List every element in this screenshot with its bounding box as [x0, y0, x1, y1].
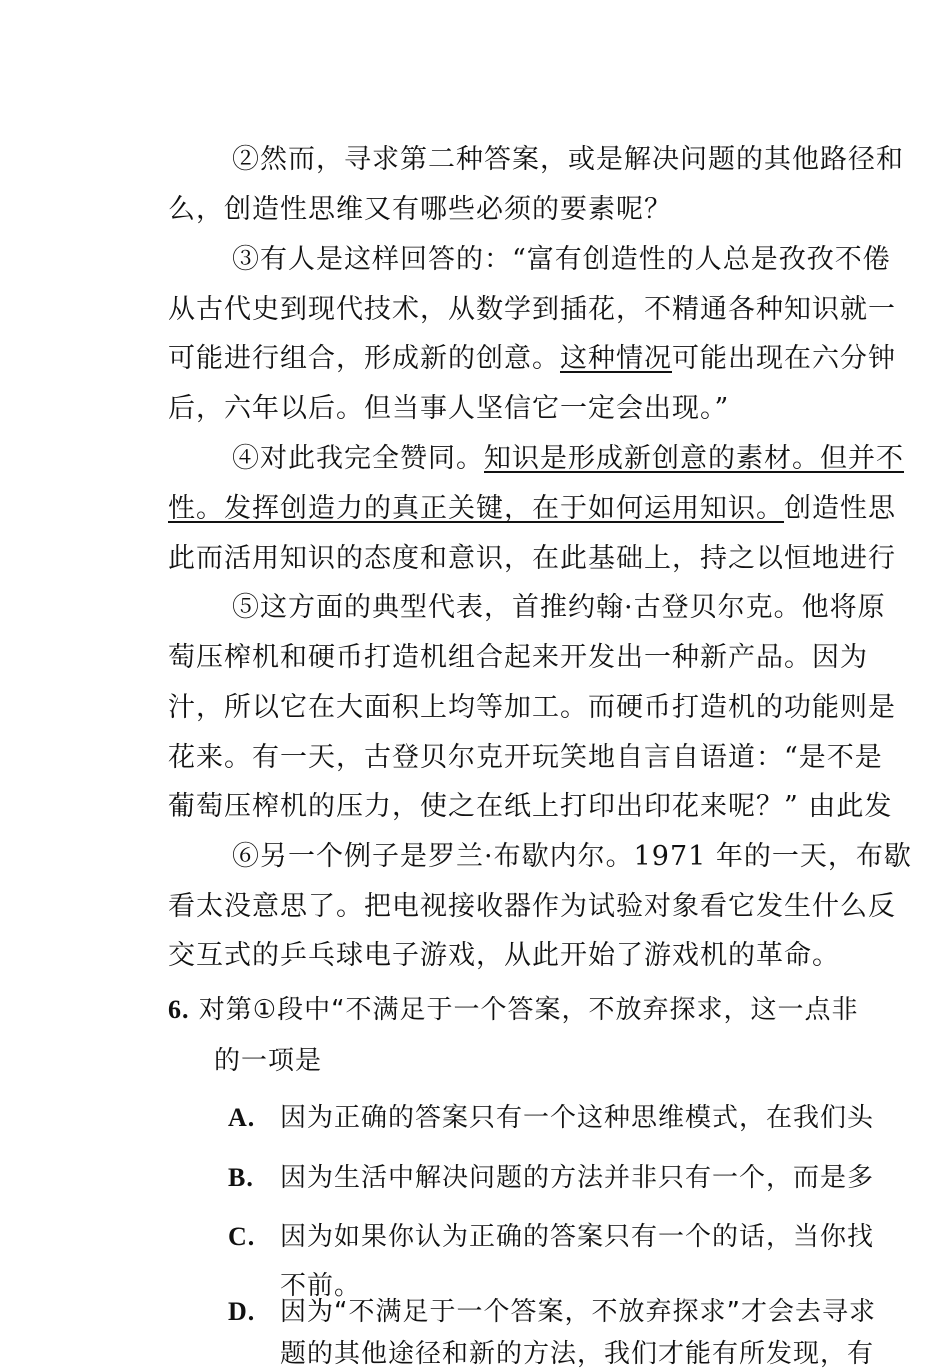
p4-line-1	[232, 441, 904, 477]
p3-line-4: 后，六年以后。但当事人坚信它一定会出现。”	[168, 393, 730, 424]
question-number: 6.	[168, 995, 190, 1024]
p3-line-2: 从古代史到现代技术，从数学到插花，不精通各种知识就一	[168, 294, 896, 325]
underlined-phrase: 这种情况	[560, 343, 672, 374]
option-d[interactable]	[228, 1294, 876, 1330]
option-c-text: 因为如果你认为正确的答案只有一个的话，当你找	[280, 1222, 875, 1252]
p4-line-1-text-a: ④对此我完全赞同。	[232, 443, 484, 474]
underlined-sentence: 性。发挥创造力的真正关键，在于如何运用知识。	[168, 493, 784, 524]
p3-line-3	[168, 341, 896, 377]
p6-line-3: 交互式的乒乓球电子游戏，从此开始了游戏机的革命。	[168, 940, 840, 971]
p4-line-3: 此而活用知识的态度和意识，在此基础上，持之以恒地进行	[168, 543, 896, 574]
option-d-label: D.	[228, 1297, 256, 1326]
p4-line-2-text-b: 创造性思	[784, 493, 896, 524]
p5-line-4: 花来。有一天，古登贝尔克开玩笑地自言自语道：“是不是	[168, 742, 883, 773]
p3-line-3-text-a: 可能进行组合，形成新的创意。	[168, 343, 560, 374]
p5-line-1: ⑤这方面的典型代表，首推约翰·古登贝尔克。他将原	[232, 592, 886, 623]
option-c-label: C.	[228, 1222, 256, 1251]
question-stem-text: 对第①段中“不满足于一个答案，不放弃探求，这一点非	[198, 995, 859, 1025]
p3-line-3-text-b: 可能出现在六分钟	[672, 343, 896, 374]
option-b[interactable]	[228, 1160, 874, 1196]
underlined-sentence: 知识是形成新创意的素材。但并不	[484, 443, 904, 474]
p6-line-2: 看太没意思了。把电视接收器作为试验对象看它发生什么反	[168, 891, 896, 922]
option-c-continuation: 不前。	[280, 1271, 362, 1301]
p5-line-3: 汁，所以它在大面积上均等加工。而硬币打造机的功能则是	[168, 692, 896, 723]
option-b-label: B.	[228, 1163, 254, 1192]
option-d-text: 因为“不满足于一个答案，不放弃探求”才会去寻求	[280, 1297, 876, 1327]
p3-line-1: ③有人是这样回答的：“富有创造性的人总是孜孜不倦	[232, 244, 891, 275]
p2-line-1: ②然而，寻求第二种答案，或是解决问题的其他路径和	[232, 144, 904, 175]
p5-line-2: 萄压榨机和硬币打造机组合起来开发出一种新产品。因为	[168, 642, 868, 673]
p4-line-2	[168, 491, 896, 527]
question-stem-line-1	[168, 992, 859, 1028]
option-c[interactable]	[228, 1219, 874, 1255]
option-d-continuation: 题的其他途径和新的方法，我们才能有所发现，有	[280, 1339, 875, 1369]
p6-line-1: ⑥另一个例子是罗兰·布歇内尔。1971 年的一天，布歇	[232, 841, 912, 872]
option-a-label: A.	[228, 1103, 256, 1132]
option-b-text: 因为生活中解决问题的方法并非只有一个，而是多	[280, 1163, 875, 1193]
p2-line-2: 么，创造性思维又有哪些必须的要素呢？	[168, 194, 672, 225]
option-a-text: 因为正确的答案只有一个这种思维模式，在我们头	[280, 1103, 875, 1133]
option-a[interactable]	[228, 1100, 874, 1136]
p5-line-5: 葡萄压榨机的压力，使之在纸上打印出印花来呢？” 由此发	[168, 791, 893, 822]
question-stem-line-2: 的一项是	[214, 1046, 323, 1076]
